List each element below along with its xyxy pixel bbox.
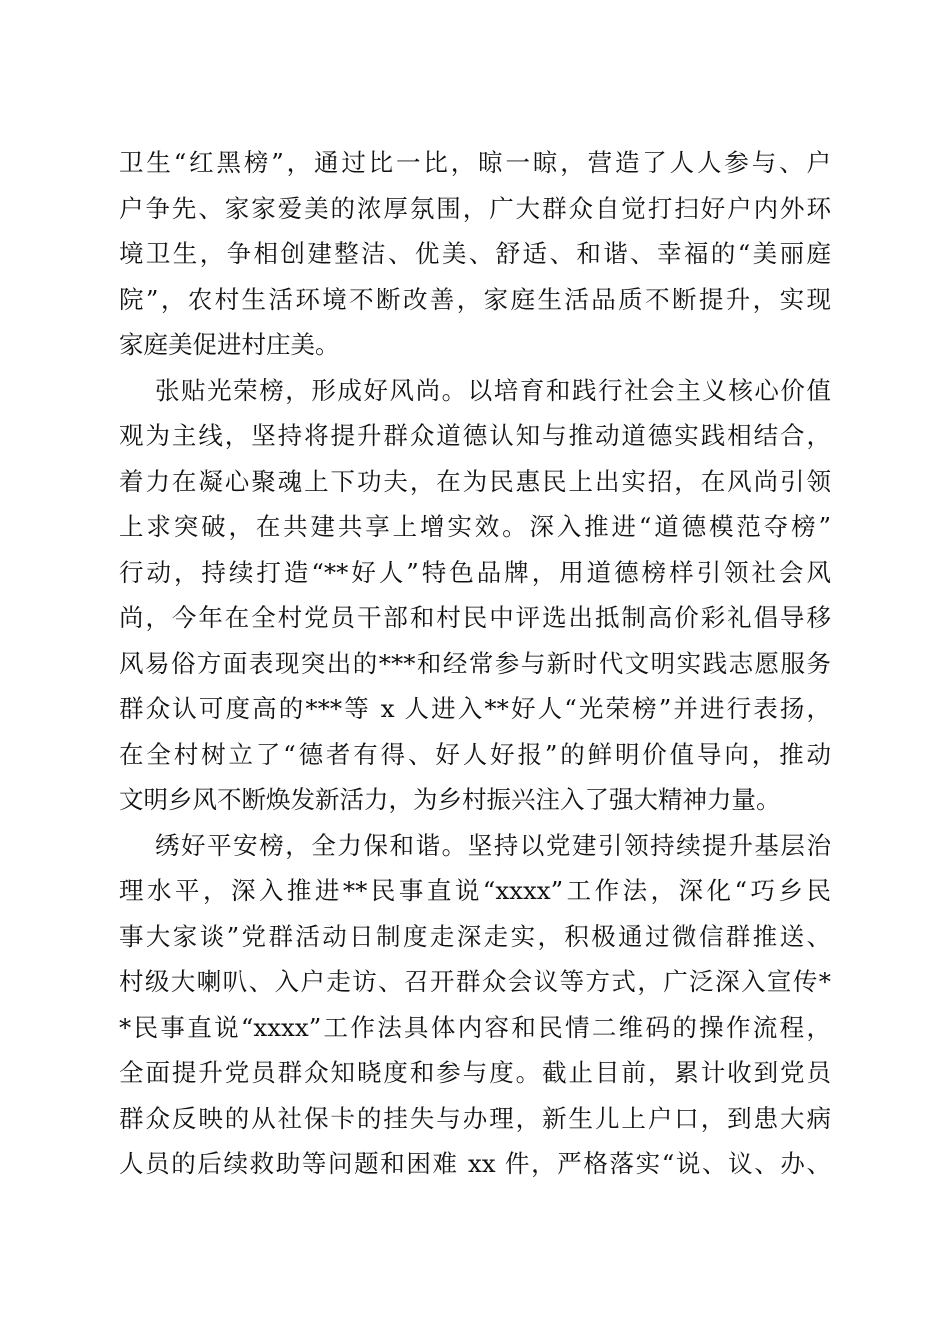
text-line: 观为主线，坚持将提升群众道德认知与推动道德实践相结合，	[119, 421, 831, 450]
text-line: 全面提升党员群众知晓度和参与度。截止目前，累计收到党员	[119, 1058, 831, 1087]
text-line: 尚，今年在全村党员干部和村民中评选出抵制高价彩礼倡导移	[119, 603, 831, 632]
text-line: 上求突破，在共建共享上增实效。深入推进“道德模范夺榜”	[119, 512, 831, 541]
text-line: 行动，持续打造“**好人”特色品牌，用道德榜样引领社会风	[119, 557, 831, 587]
text-line: 户争先、家家爱美的浓厚氛围，广大群众自觉打扫好户内外环	[119, 193, 831, 223]
body-text	[119, 140, 831, 1187]
paragraph-heading-line: 张贴光荣榜，形成好风尚。以培育和践行社会主义核心价值	[155, 375, 831, 405]
text-line: 风易俗方面表现突出的***和经常参与新时代文明实践志愿服务	[119, 648, 831, 678]
text-line: 群众认可度高的***等 x 人进入**好人“光荣榜”并进行表扬，	[119, 694, 831, 723]
text-line: 文明乡风不断焕发新活力，为乡村振兴注入了强大精神力量。	[119, 785, 781, 814]
text-line: *民事直说“xxxx”工作法具体内容和民情二维码的操作流程，	[119, 1012, 831, 1042]
text-line: 事大家谈”党群活动日制度走深走实，积极通过微信群推送、	[119, 921, 831, 951]
text-line: 院”，农村生活环境不断改善，家庭生活品质不断提升，实现	[119, 284, 831, 314]
text-line: 理水平，深入推进**民事直说“xxxx”工作法，深化“巧乡民	[119, 876, 831, 905]
text-line: 村级大喇叭、入户走访、召开群众会议等方式，广泛深入宣传*	[119, 967, 831, 996]
paragraph-heading-line: 绣好平安榜，全力保和谐。坚持以党建引领持续提升基层治	[155, 830, 831, 860]
text-line: 在全村树立了“德者有得、好人好报”的鲜明价值导向，推动	[119, 739, 831, 769]
text-line: 群众反映的从社保卡的挂失与办理，新生儿上户口，到患大病	[119, 1103, 831, 1133]
text-line: 人员的后续救助等问题和困难 xx 件，严格落实“说、议、办、	[119, 1149, 831, 1178]
text-line: 着力在凝心聚魂上下功夫，在为民惠民上出实招，在风尚引领	[119, 466, 831, 496]
text-line: 家庭美促进村庄美。	[119, 330, 340, 359]
text-line: 卫生“红黑榜”，通过比一比，晾一晾，营造了人人参与、户	[119, 148, 831, 177]
text-line: 境卫生，争相创建整洁、优美、舒适、和谐、幸福的“美丽庭	[119, 239, 831, 268]
